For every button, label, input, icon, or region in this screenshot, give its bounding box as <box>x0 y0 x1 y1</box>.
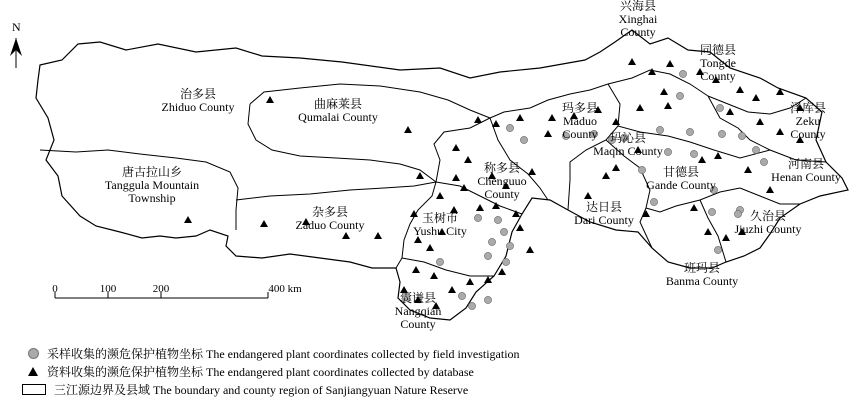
field-point <box>458 292 465 299</box>
circle-symbol-icon <box>28 348 39 359</box>
county-label-xinghai: 兴海县 Xinghai County <box>618 0 658 39</box>
field-point <box>506 242 513 249</box>
field-point <box>716 104 723 111</box>
scale-tick-400km: 400 km <box>268 283 302 295</box>
county-label-tanggula: 唐古拉山乡 Tanggula Mountain Township <box>104 165 200 205</box>
scale-tick-0: 0 <box>52 283 58 295</box>
field-point <box>714 246 721 253</box>
county-label-maduo: 玛多县 Maduo County <box>561 101 599 141</box>
field-point <box>650 198 657 205</box>
county-label-zeku: 泽库县 Zeku County <box>789 101 827 141</box>
field-point <box>686 128 693 135</box>
field-point <box>718 130 725 137</box>
field-point <box>638 166 645 173</box>
field-point <box>484 296 491 303</box>
field-point <box>676 92 683 99</box>
field-point <box>708 208 715 215</box>
north-arrow <box>10 38 22 68</box>
county-label-zaduo: 杂多县 Zaduo County <box>295 205 365 232</box>
county-label-gande: 甘德县 Gande County <box>646 165 716 192</box>
field-point <box>474 214 481 221</box>
north-label: N <box>12 20 21 34</box>
boundary-box-icon <box>22 384 46 395</box>
field-point <box>502 258 509 265</box>
field-point <box>500 228 507 235</box>
field-point <box>468 302 475 309</box>
field-point <box>484 252 491 259</box>
county-label-jiuzhi: 久治县 Jiuzhi County <box>734 209 802 236</box>
county-label-tongde: 同德县 Tongde County <box>699 43 737 83</box>
county-label-dari: 达日县 Dari County <box>574 200 634 227</box>
legend-database-points: 资料收集的濒危保护植物坐标 The endangered plant coordinates collected by database <box>22 364 474 378</box>
field-point <box>520 136 527 143</box>
county-label-chenduo: 称多县 Chenguuo County <box>477 161 527 201</box>
field-point <box>436 258 443 265</box>
legend-boundary: 三江源边界及县域 The boundary and county region of Sanjiangyuan Nature Reserve <box>22 382 468 396</box>
scale-tick-100: 100 <box>99 283 117 295</box>
scale-tick-200: 200 <box>152 283 170 295</box>
county-label-henan: 河南县 Henan County <box>771 157 841 184</box>
database-point <box>498 268 506 275</box>
field-point <box>679 70 686 77</box>
county-label-banma: 班玛县 Banma County <box>665 261 739 288</box>
database-point <box>516 224 524 231</box>
field-point <box>738 132 745 139</box>
field-point <box>664 148 671 155</box>
triangle-symbol-icon <box>28 367 38 376</box>
field-point <box>690 150 697 157</box>
field-point <box>488 238 495 245</box>
county-label-yushu: 玉树市 Yushu City <box>413 211 467 238</box>
county-label-qumalai: 曲麻莱县 Qumalai County <box>298 97 378 124</box>
field-point <box>506 124 513 131</box>
field-point <box>752 146 759 153</box>
field-point <box>760 158 767 165</box>
field-point <box>494 216 501 223</box>
county-label-nangqian: 囊谦县 Nangqian County <box>394 291 442 331</box>
legend-field-points: 采样收集的濒危保护植物坐标 The endangered plant coordinates collected by field investigation <box>22 346 520 360</box>
database-point <box>526 246 534 253</box>
county-label-maqin: 玛沁县 Maqin County <box>593 131 663 158</box>
county-label-zhiduo: 治多县 Zhiduo County <box>161 87 235 114</box>
